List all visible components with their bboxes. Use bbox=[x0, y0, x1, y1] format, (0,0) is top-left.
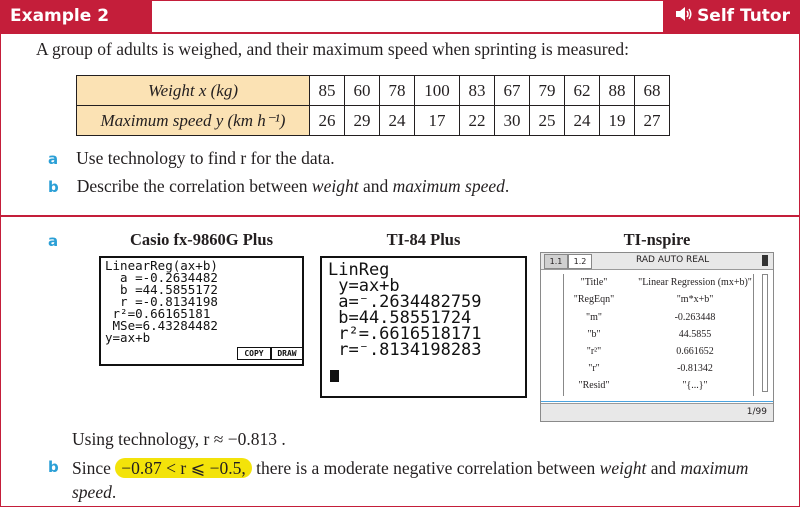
nspire-tab-1-1: 1.1 bbox=[544, 254, 568, 269]
table-cell: 30 bbox=[495, 106, 530, 136]
table-cell: 83 bbox=[460, 76, 495, 106]
solution-result: Using technology, r ≈ −0.813 . bbox=[72, 429, 286, 449]
self-tutor-label: Self Tutor bbox=[697, 6, 790, 26]
table-cell: 19 bbox=[600, 106, 635, 136]
table-cell: 100 bbox=[415, 76, 460, 106]
example-label: Example 2 bbox=[0, 0, 152, 32]
table-cell: 26 bbox=[310, 106, 345, 136]
casio-copy-button: COPY bbox=[237, 347, 271, 360]
nspire-status: RAD AUTO REAL bbox=[636, 255, 710, 265]
nspire-toolbar bbox=[541, 253, 773, 270]
ti84-output: LinReg y=ax+b a=⁻.2634482759 b=44.58551724 r²=.6616518171 r=⁻.8134198283 bbox=[328, 260, 482, 360]
table-cell: 68 bbox=[635, 76, 670, 106]
table-cell: 88 bbox=[600, 76, 635, 106]
table-cell: 24 bbox=[380, 106, 415, 136]
table-row-speed bbox=[77, 106, 670, 136]
question-b bbox=[48, 176, 509, 197]
data-table bbox=[76, 75, 670, 136]
table-cell: 67 bbox=[495, 76, 530, 106]
casio-screen bbox=[99, 256, 304, 366]
table-cell: 79 bbox=[530, 76, 565, 106]
nspire-page: 1/99 bbox=[746, 407, 767, 417]
nspire-results: "Title" "Linear Regression (mx+b)" "RegEqn" "m*x+b" "m" -0.263448 "b" 44.5855 "r²" 0.661652 "r" -0.81342 "Resid" "{...}" bbox=[541, 270, 773, 405]
solution-b-text: Since −0.87 < r ⩽ −0.5, there is a moderate negative correlation between weight and maximum speed. bbox=[72, 458, 749, 502]
table-cell: 62 bbox=[565, 76, 600, 106]
solution-letter-b: b bbox=[48, 458, 59, 476]
casio-output: LinearReg(ax+b) a =-0.2634482 b =44.5855172 r =-0.8134198 r²=0.66165181 MSe=6.43284482 y=ax+b bbox=[105, 258, 218, 345]
nspire-title: TI-nspire bbox=[623, 230, 691, 249]
ti84-cursor bbox=[330, 370, 339, 382]
speaker-icon bbox=[675, 0, 693, 32]
table-header-weight: Weight x (kg) bbox=[77, 76, 310, 106]
question-letter: b bbox=[48, 178, 59, 196]
table-cell: 29 bbox=[345, 106, 380, 136]
table-cell: 24 bbox=[565, 106, 600, 136]
nspire-tab-1-2: 1.2 bbox=[568, 254, 592, 269]
solution-letter-a: a bbox=[48, 232, 59, 250]
table-cell: 25 bbox=[530, 106, 565, 136]
table-cell: 22 bbox=[460, 106, 495, 136]
nspire-screen bbox=[540, 252, 774, 422]
inequality-highlight: −0.87 < r ⩽ −0.5, bbox=[115, 458, 251, 478]
question-letter: a bbox=[48, 150, 59, 168]
section-divider bbox=[0, 215, 800, 217]
table-cell: 17 bbox=[415, 106, 460, 136]
ti84-title: TI-84 Plus bbox=[386, 230, 461, 249]
table-header-speed: Maximum speed y (km h⁻¹) bbox=[77, 106, 310, 136]
table-cell: 27 bbox=[635, 106, 670, 136]
problem-intro: A group of adults is weighed, and their maximum speed when sprinting is measured: bbox=[36, 39, 629, 59]
table-cell: 78 bbox=[380, 76, 415, 106]
battery-icon bbox=[762, 255, 768, 266]
entry-line bbox=[541, 401, 773, 402]
ti84-screen bbox=[320, 256, 527, 398]
table-cell: 60 bbox=[345, 76, 380, 106]
table-cell: 85 bbox=[310, 76, 345, 106]
casio-draw-button: DRAW bbox=[271, 347, 303, 360]
question-text: Describe the correlation between weight and maximum speed. bbox=[76, 176, 510, 196]
question-a bbox=[48, 148, 335, 169]
casio-title: Casio fx-9860G Plus bbox=[129, 230, 273, 249]
self-tutor-button[interactable] bbox=[663, 0, 800, 32]
table-row-weight bbox=[77, 76, 670, 106]
nspire-status-bar bbox=[541, 403, 773, 421]
question-text: Use technology to find r for the data. bbox=[76, 148, 335, 168]
